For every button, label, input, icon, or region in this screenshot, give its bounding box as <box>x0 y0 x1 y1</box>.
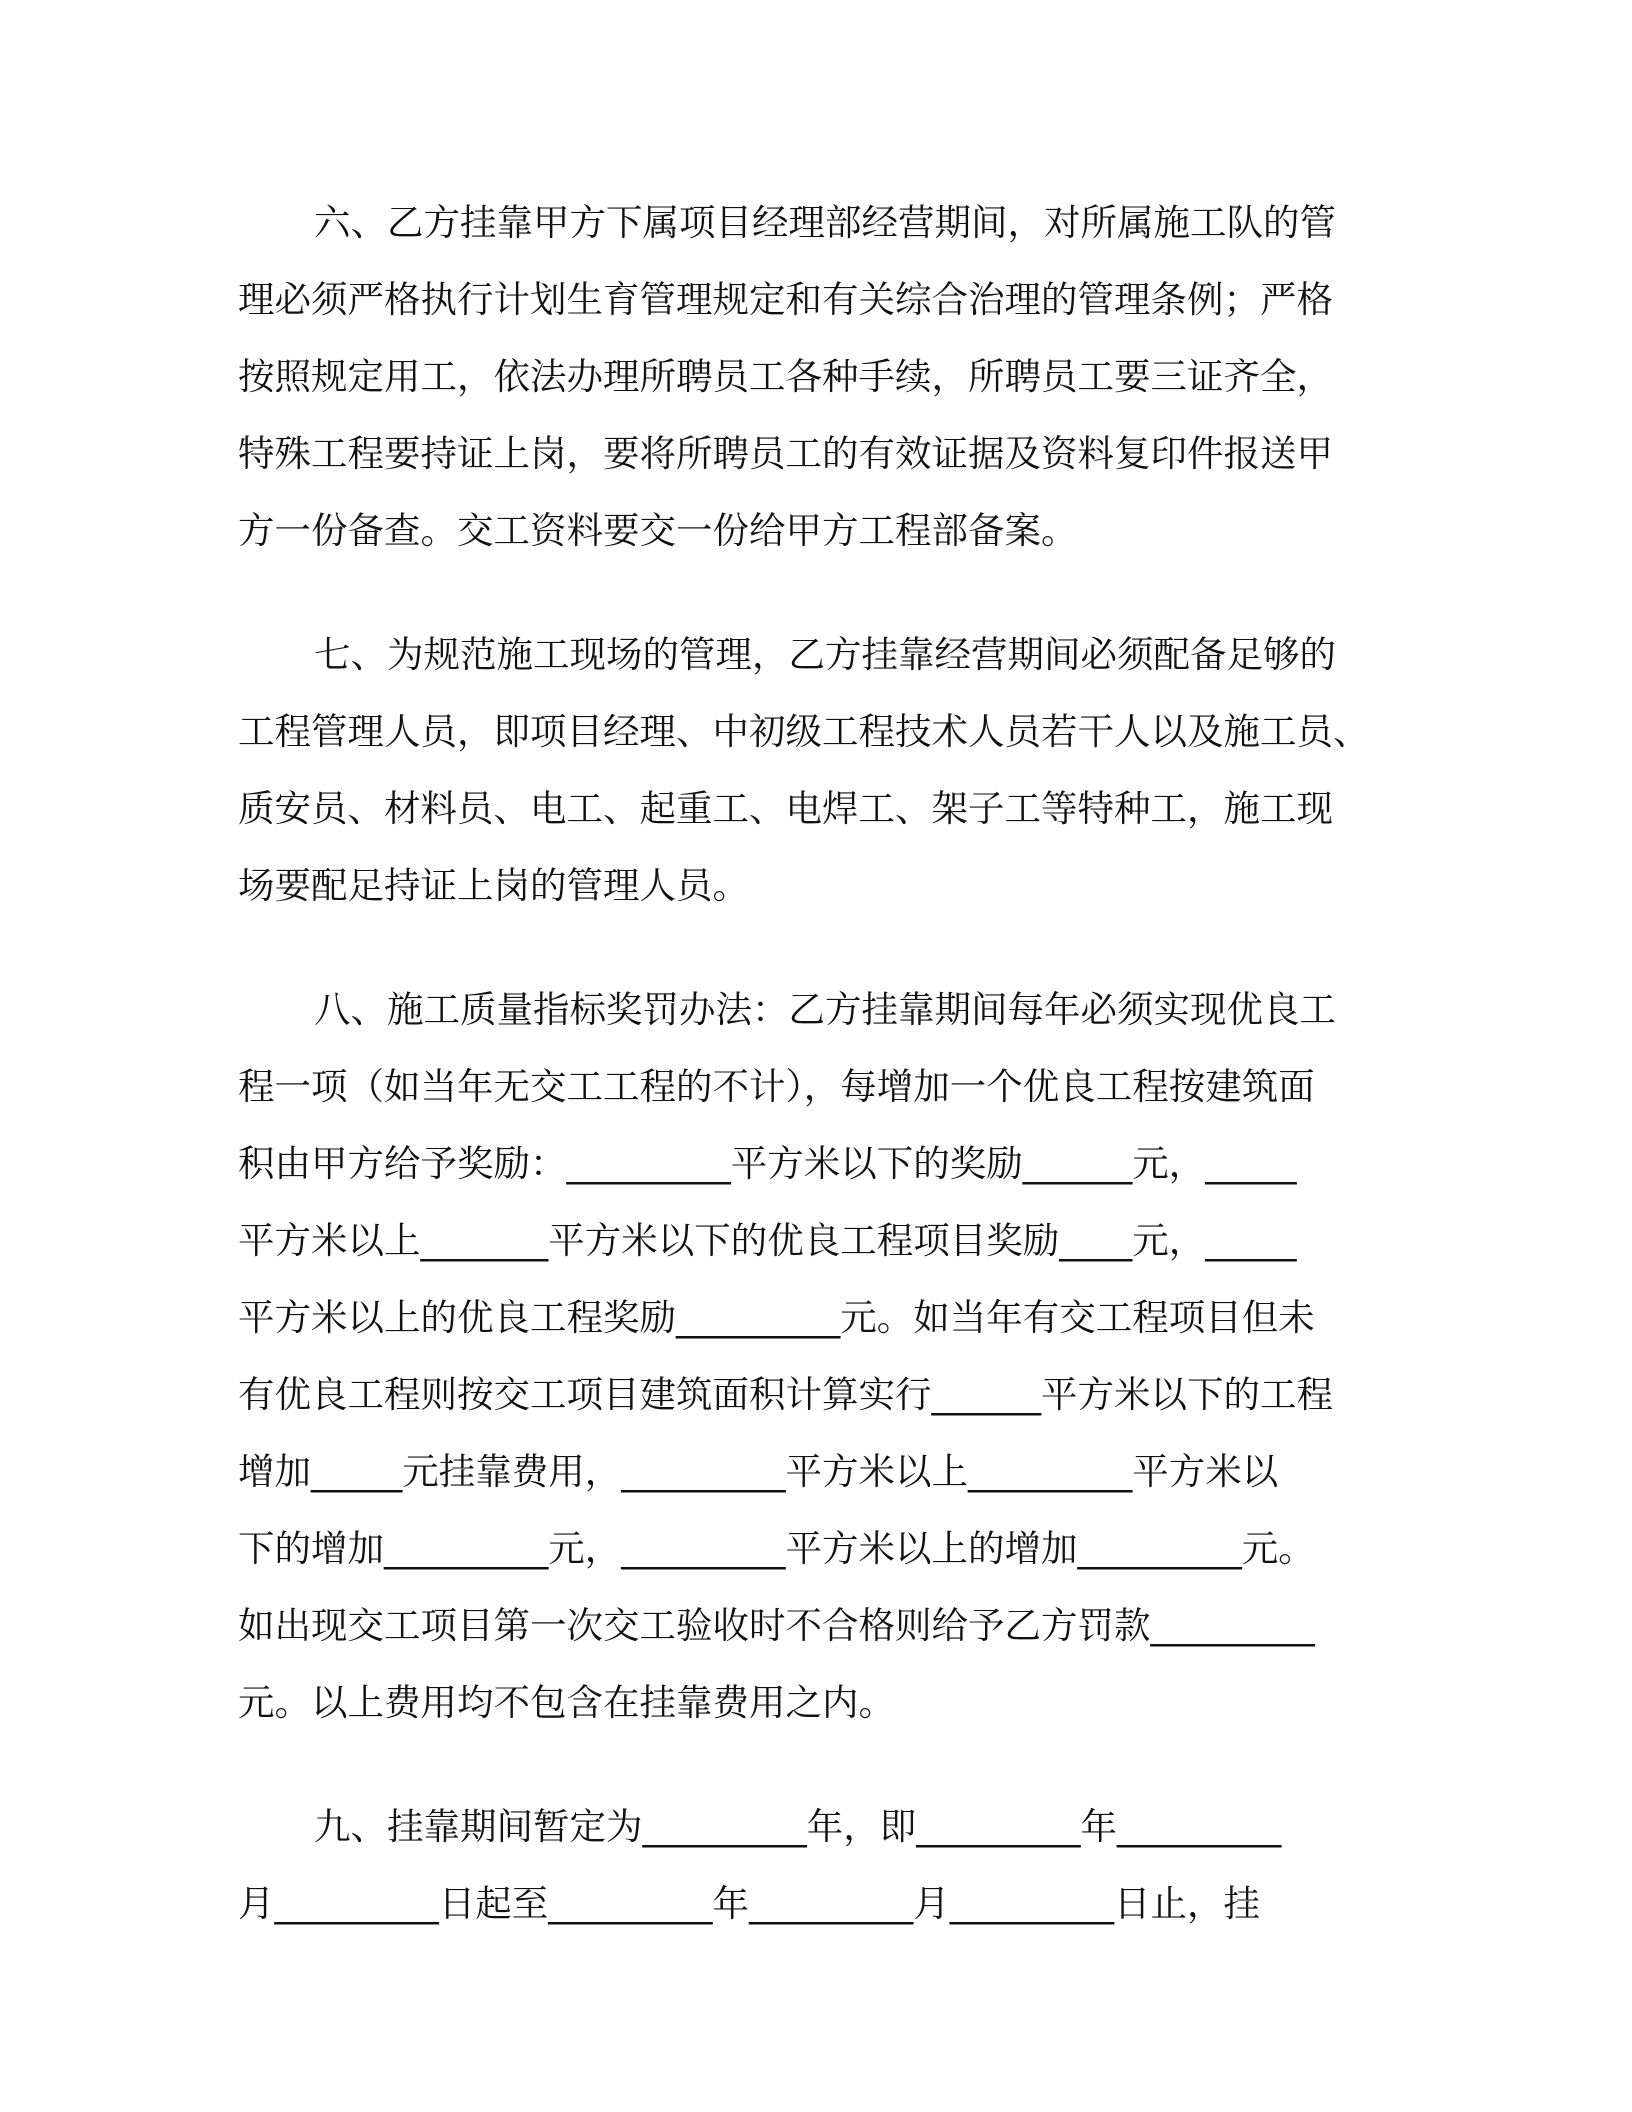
text-line: 按照规定用工，依法办理所聘员工各种手续，所聘员工要三证齐全， <box>238 355 1333 398</box>
paragraph-spacer <box>238 569 1373 616</box>
text-line: 特殊工程要持证上岗，要将所聘员工的有效证据及资料复印件报送甲 <box>238 432 1333 475</box>
text-line: 平方米以上的优良工程奖励_________元。如当年有交工程项目但未 <box>238 1296 1315 1339</box>
paragraph-spacer <box>238 924 1373 971</box>
clause-6-paragraph <box>238 184 1373 569</box>
clause-8-paragraph <box>238 971 1373 1741</box>
text-line: 平方米以上_______平方米以下的优良工程项目奖励____元，_____ <box>238 1219 1297 1262</box>
text-line: 工程管理人员，即项目经理、中初级工程技术人员若干人以及施工员、 <box>238 710 1370 753</box>
text-line: 九、挂靠期间暂定为_________年，即_________年_________ <box>314 1805 1282 1848</box>
text-line: 增加_____元挂靠费用，_________平方米以上_________平方米以 <box>238 1450 1279 1493</box>
document-body <box>238 184 1373 1942</box>
text-line: 质安员、材料员、电工、起重工、电焊工、架子工等特种工，施工现 <box>238 787 1333 830</box>
text-line: 六、乙方挂靠甲方下属项目经理部经营期间，对所属施工队的管 <box>314 201 1336 244</box>
text-line: 理必须严格执行计划生育管理规定和有关综合治理的管理条例；严格 <box>238 278 1333 321</box>
paragraph-spacer <box>238 1741 1373 1788</box>
text-line: 月_________日起至_________年_________月_________日止，挂 <box>238 1882 1260 1925</box>
text-line: 积由甲方给予奖励：_________平方米以下的奖励______元，_____ <box>238 1142 1297 1185</box>
text-line: 有优良工程则按交工项目建筑面积计算实行______平方米以下的工程 <box>238 1373 1333 1416</box>
text-line: 程一项（如当年无交工工程的不计），每增加一个优良工程按建筑面 <box>238 1065 1315 1108</box>
text-line: 方一份备查。交工资料要交一份给甲方工程部备案。 <box>238 509 1078 552</box>
clause-9-paragraph <box>238 1788 1373 1942</box>
text-line: 场要配足持证上岗的管理人员。 <box>238 864 749 907</box>
text-line: 如出现交工项目第一次交工验收时不合格则给予乙方罚款_________ <box>238 1604 1315 1647</box>
text-line: 八、施工质量指标奖罚办法：乙方挂靠期间每年必须实现优良工 <box>314 988 1336 1031</box>
text-line: 七、为规范施工现场的管理，乙方挂靠经营期间必须配备足够的 <box>314 633 1336 676</box>
text-line: 下的增加_________元，_________平方米以上的增加_________元。 <box>238 1527 1315 1570</box>
clause-7-paragraph <box>238 616 1373 924</box>
text-line: 元。以上费用均不包含在挂靠费用之内。 <box>238 1681 895 1724</box>
